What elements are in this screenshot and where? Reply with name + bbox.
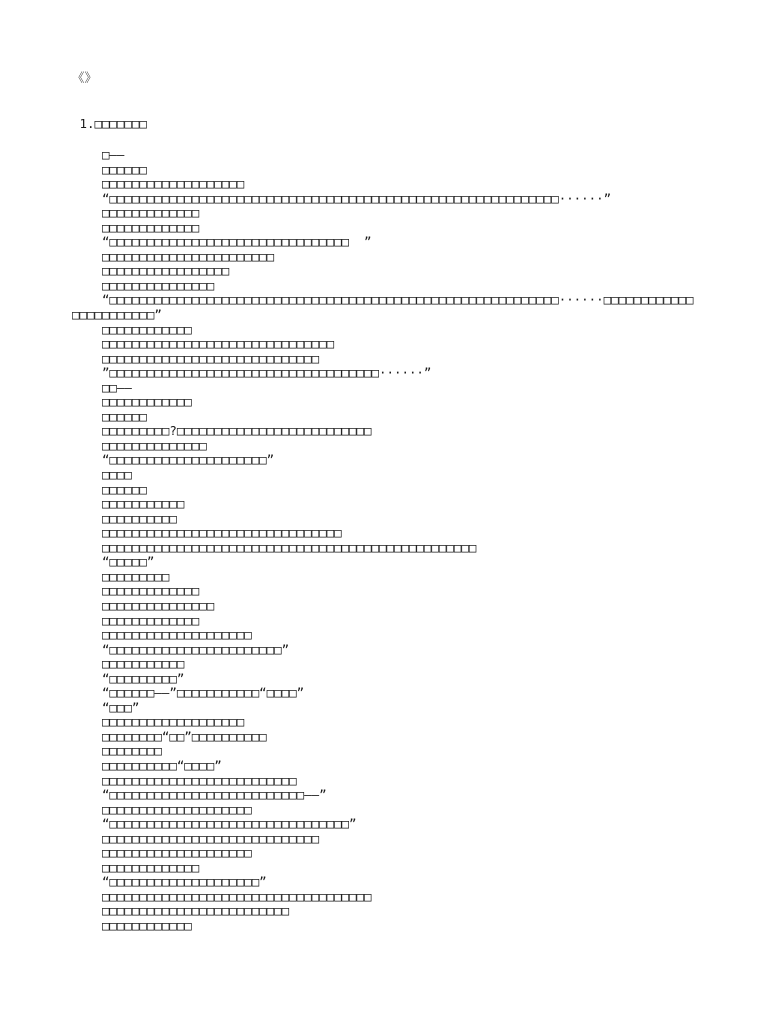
paragraph: □□□□□□□□□□□□□□□□□□□ xyxy=(101,714,245,730)
paragraph: □□□□□□□□□□□□□□□□□□□□□□□□□□ xyxy=(101,772,297,788)
paragraph: □□□□□□□□□□□□□□ xyxy=(101,437,207,453)
paragraph: “□□□□□□□□□□□□□□□□□□□□□” xyxy=(101,452,275,468)
paragraph: ”□□□□□□□□□□□□□□□□□□□□□□□□□□□□□□□□□□□□······” xyxy=(101,365,432,381)
paragraph: “□□□□□□□□□□□□□□□□□□□□□□□□□□□□□□□□” xyxy=(101,816,357,832)
paragraph: □□□□□□□□□□□□□□□□□□□□□□□□□□□□□ xyxy=(101,350,320,366)
paragraph: □□□□□□□□□□□□ xyxy=(101,917,192,933)
paragraph: □□□□ xyxy=(101,467,132,483)
paragraph: □□□□□□□□□□□□ xyxy=(101,394,192,410)
paragraph: □□□□□□□□□□□□□□□□□□□□□□□□□□□□□□□□ xyxy=(101,525,342,541)
paragraph: “□□□□□□□□□□□□□□□□□□□□□□□□□□□□□□□□ ” xyxy=(101,234,372,250)
paragraph: □□□□□□□□□□□□□□□□□□□□ xyxy=(101,845,252,861)
paragraph: □□□□□□ xyxy=(101,408,147,424)
paragraph: □□□□□□□□□□□□□□□□□□□□□□□□□□□□□ xyxy=(101,830,320,846)
paragraph: □□□□□□□□□?□□□□□□□□□□□□□□□□□□□□□□□□□□ xyxy=(101,423,372,439)
paragraph: □□□□□□ xyxy=(101,481,147,497)
paragraph: □□□□□□□□□□□ xyxy=(101,656,185,672)
paragraph: “□□□□□□□□□□□□□□□□□□□□□□□□□□□□□□□□□□□□□□□□□□□□□□□□□□□□□□□□□□□□······□□□□□□□□□□□□□□□□□□□□□□□” xyxy=(72,292,694,323)
paragraph: □□□□□□□□“□□”□□□□□□□□□□ xyxy=(101,728,267,744)
paragraph: □□□□□□□□ xyxy=(101,743,162,759)
paragraph: □□□□□□□□□□□□□□□□□□□ xyxy=(101,176,245,192)
paragraph: □□□□□□□□□□□□□ xyxy=(101,583,200,599)
paragraph: “□□□□□□□□□” xyxy=(101,670,185,686)
body-text xyxy=(72,148,696,934)
paragraph: □□□□□□□□□□□□□□□□□□□□ xyxy=(101,801,252,817)
paragraph: □□□□□□□□□□□□□ xyxy=(101,859,200,875)
paragraph: □□□□□□□□□□□□ xyxy=(101,321,192,337)
section-heading: 1.□□□□□□□ xyxy=(79,116,147,131)
paragraph: “□□□□□□□□□□□□□□□□□□□□□□□□□□——” xyxy=(101,787,327,803)
paragraph: “□□□□□□□□□□□□□□□□□□□□□□□□□□□□□□□□□□□□□□□□□□□□□□□□□□□□□□□□□□□□······” xyxy=(101,190,612,206)
paragraph: □□□□□□□□□□□□□□□□□□□□ xyxy=(101,627,252,643)
paragraph: □□—— xyxy=(101,379,132,395)
document-title: 《》 xyxy=(72,70,97,85)
paragraph: □□□□□□□□□□□□□□□□□□□□□□□□□□□□□□□ xyxy=(101,336,335,352)
paragraph: □□□□□□□□□□“□□□□” xyxy=(101,757,222,773)
paragraph: □□□□□□□□□ xyxy=(101,568,170,584)
paragraph: “□□□□□□□□□□□□□□□□□□□□□□□” xyxy=(101,641,290,657)
paragraph: “□□□” xyxy=(101,699,140,715)
paragraph: □□□□□□□□□□ xyxy=(101,510,177,526)
paragraph: “□□□□□” xyxy=(101,554,155,570)
paragraph: □□□□□□ xyxy=(101,161,147,177)
paragraph: □□□□□□□□□□□□□ xyxy=(101,205,200,221)
paragraph: “□□□□□□□□□□□□□□□□□□□□” xyxy=(101,874,267,890)
paragraph: □□□□□□□□□□□□□ xyxy=(101,219,200,235)
paragraph: □□□□□□□□□□□□□□□□□□□□□□□ xyxy=(101,248,275,264)
paragraph: □□□□□□□□□□□□□□□□□□□□□□□□□□□□□□□□□□□□□□□□□□□□□□□□□□ xyxy=(101,539,477,555)
paragraph: □□□□□□□□□□□□□□□□□□□□□□□□□□□□□□□□□□□□ xyxy=(101,888,372,904)
paragraph: □—— xyxy=(101,147,125,162)
paragraph: □□□□□□□□□□□□□□□ xyxy=(101,597,215,613)
paragraph: □□□□□□□□□□□□□□□□□ xyxy=(101,263,230,279)
paragraph: □□□□□□□□□□□ xyxy=(101,496,185,512)
paragraph: □□□□□□□□□□□□□□□ xyxy=(101,277,215,293)
paragraph: “□□□□□□——”□□□□□□□□□□□“□□□□” xyxy=(101,685,305,701)
paragraph: □□□□□□□□□□□□□□□□□□□□□□□□□ xyxy=(101,903,290,919)
paragraph: □□□□□□□□□□□□□ xyxy=(101,612,200,628)
